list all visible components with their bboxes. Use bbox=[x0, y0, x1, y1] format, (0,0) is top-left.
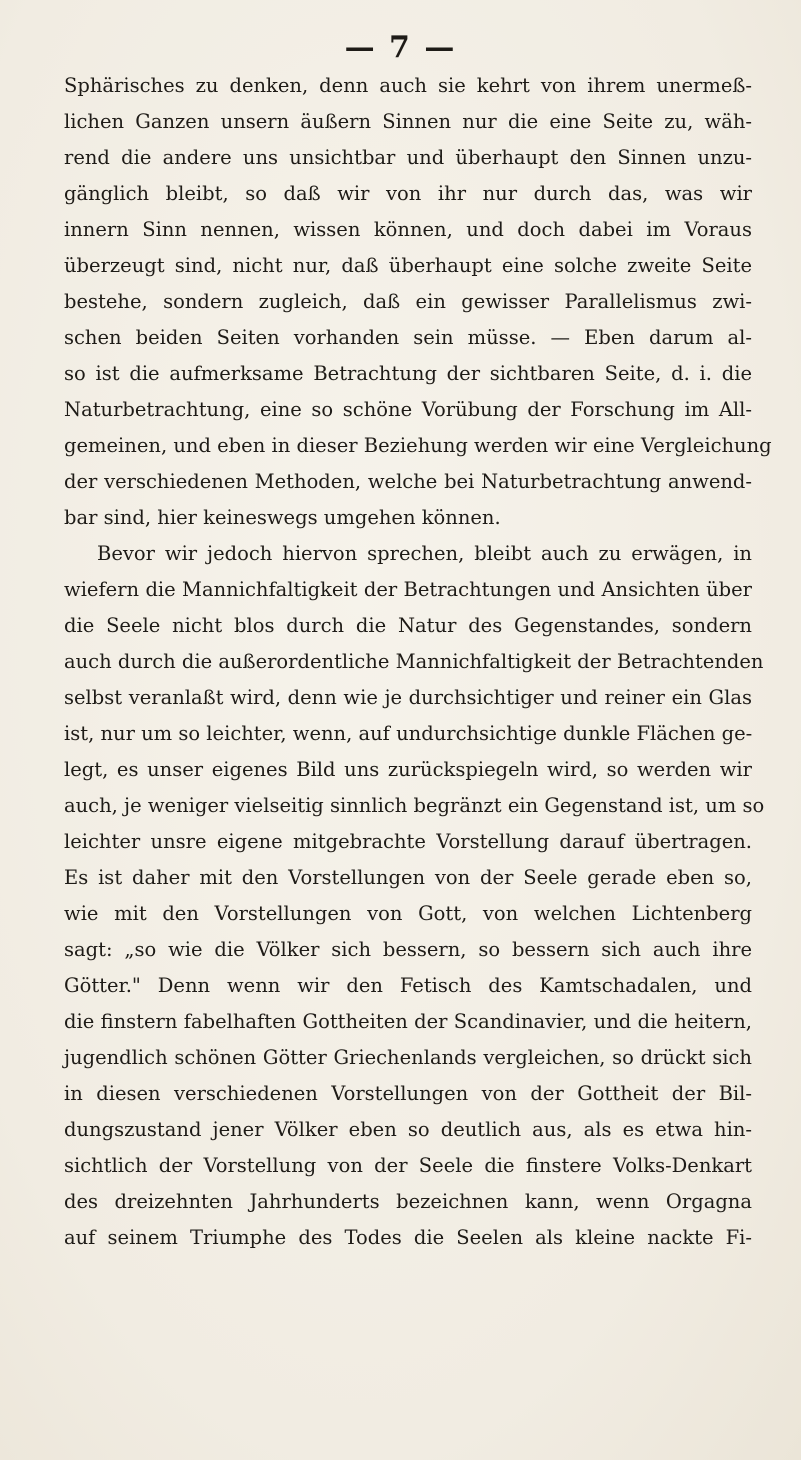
text-line: die Seele nicht blos durch die Natur des Gegenstandes, sondern bbox=[64, 614, 752, 637]
text-line: legt, es unser eigenes Bild uns zurückspiegeln wird, so werden wir bbox=[64, 758, 752, 781]
text-line: auch durch die außerordentliche Mannichfaltigkeit der Betrachtenden bbox=[64, 650, 764, 673]
text-line: der verschiedenen Methoden, welche bei Naturbetrachtung anwend- bbox=[64, 470, 752, 493]
text-line: so ist die aufmerksame Betrachtung der sichtbaren Seite, d. i. die bbox=[64, 362, 752, 385]
text-line: auch, je weniger vielseitig sinnlich begränzt ein Gegenstand ist, um so bbox=[64, 794, 765, 817]
text-line: Bevor wir jedoch hiervon sprechen, bleibt auch zu erwägen, in bbox=[97, 542, 752, 565]
text-line: die finstern fabelhaften Gottheiten der Scandinavier, und die heitern, bbox=[64, 1010, 752, 1033]
text-line: des dreizehnten Jahrhunderts bezeichnen kann, wenn Orgagna bbox=[64, 1190, 752, 1213]
text-line: wie mit den Vorstellungen von Gott, von welchen Lichtenberg bbox=[64, 902, 752, 925]
text-line: innern Sinn nennen, wissen können, und doch dabei im Voraus bbox=[64, 218, 752, 241]
text-line: überzeugt sind, nicht nur, daß überhaupt eine solche zweite Seite bbox=[64, 254, 752, 277]
text-line: dungszustand jener Völker eben so deutlich aus, als es etwa hin- bbox=[64, 1118, 752, 1141]
text-line: sagt: „so wie die Völker sich bessern, so bessern sich auch ihre bbox=[64, 938, 752, 961]
text-line: sichtlich der Vorstellung von der Seele die finstere Volks-Denkart bbox=[64, 1154, 752, 1177]
text-line: Götter." Denn wenn wir den Fetisch des Kamtschadalen, und bbox=[64, 974, 752, 997]
text-line: selbst veranlaßt wird, denn wie je durchsichtiger und reiner ein Glas bbox=[64, 686, 752, 709]
text-line: auf seinem Triumphe des Todes die Seelen als kleine nackte Fi- bbox=[64, 1226, 752, 1249]
text-line: gemeinen, und eben in dieser Beziehung werden wir eine Vergleichung bbox=[64, 434, 772, 457]
text-line: schen beiden Seiten vorhanden sein müsse. — Eben darum al- bbox=[64, 326, 752, 349]
text-line: jugendlich schönen Götter Griechenlands vergleichen, so drückt sich bbox=[64, 1046, 752, 1069]
text-line: gänglich bleibt, so daß wir von ihr nur durch das, was wir bbox=[64, 182, 752, 205]
text-line: in diesen verschiedenen Vorstellungen von der Gottheit der Bil- bbox=[64, 1082, 752, 1105]
text-line: Sphärisches zu denken, denn auch sie kehrt von ihrem unermeß- bbox=[64, 74, 752, 97]
text-line: lichen Ganzen unsern äußern Sinnen nur die eine Seite zu, wäh- bbox=[64, 110, 752, 133]
text-line: rend die andere uns unsichtbar und überhaupt den Sinnen unzu- bbox=[64, 146, 752, 169]
text-line: Es ist daher mit den Vorstellungen von der Seele gerade eben so, bbox=[64, 866, 752, 889]
text-line: bar sind, hier keineswegs umgehen können. bbox=[64, 506, 501, 529]
text-line: wiefern die Mannichfaltigkeit der Betrachtungen und Ansichten über bbox=[64, 578, 752, 601]
text-line: leichter unsre eigene mitgebrachte Vorstellung darauf übertragen. bbox=[64, 830, 752, 853]
page-number: — 7 — bbox=[344, 30, 457, 65]
text-line: bestehe, sondern zugleich, daß ein gewisser Parallelismus zwi- bbox=[64, 290, 752, 313]
text-line: Naturbetrachtung, eine so schöne Vorübung der Forschung im All- bbox=[64, 398, 752, 421]
text-line: ist, nur um so leichter, wenn, auf undurchsichtige dunkle Flächen ge- bbox=[64, 722, 753, 745]
